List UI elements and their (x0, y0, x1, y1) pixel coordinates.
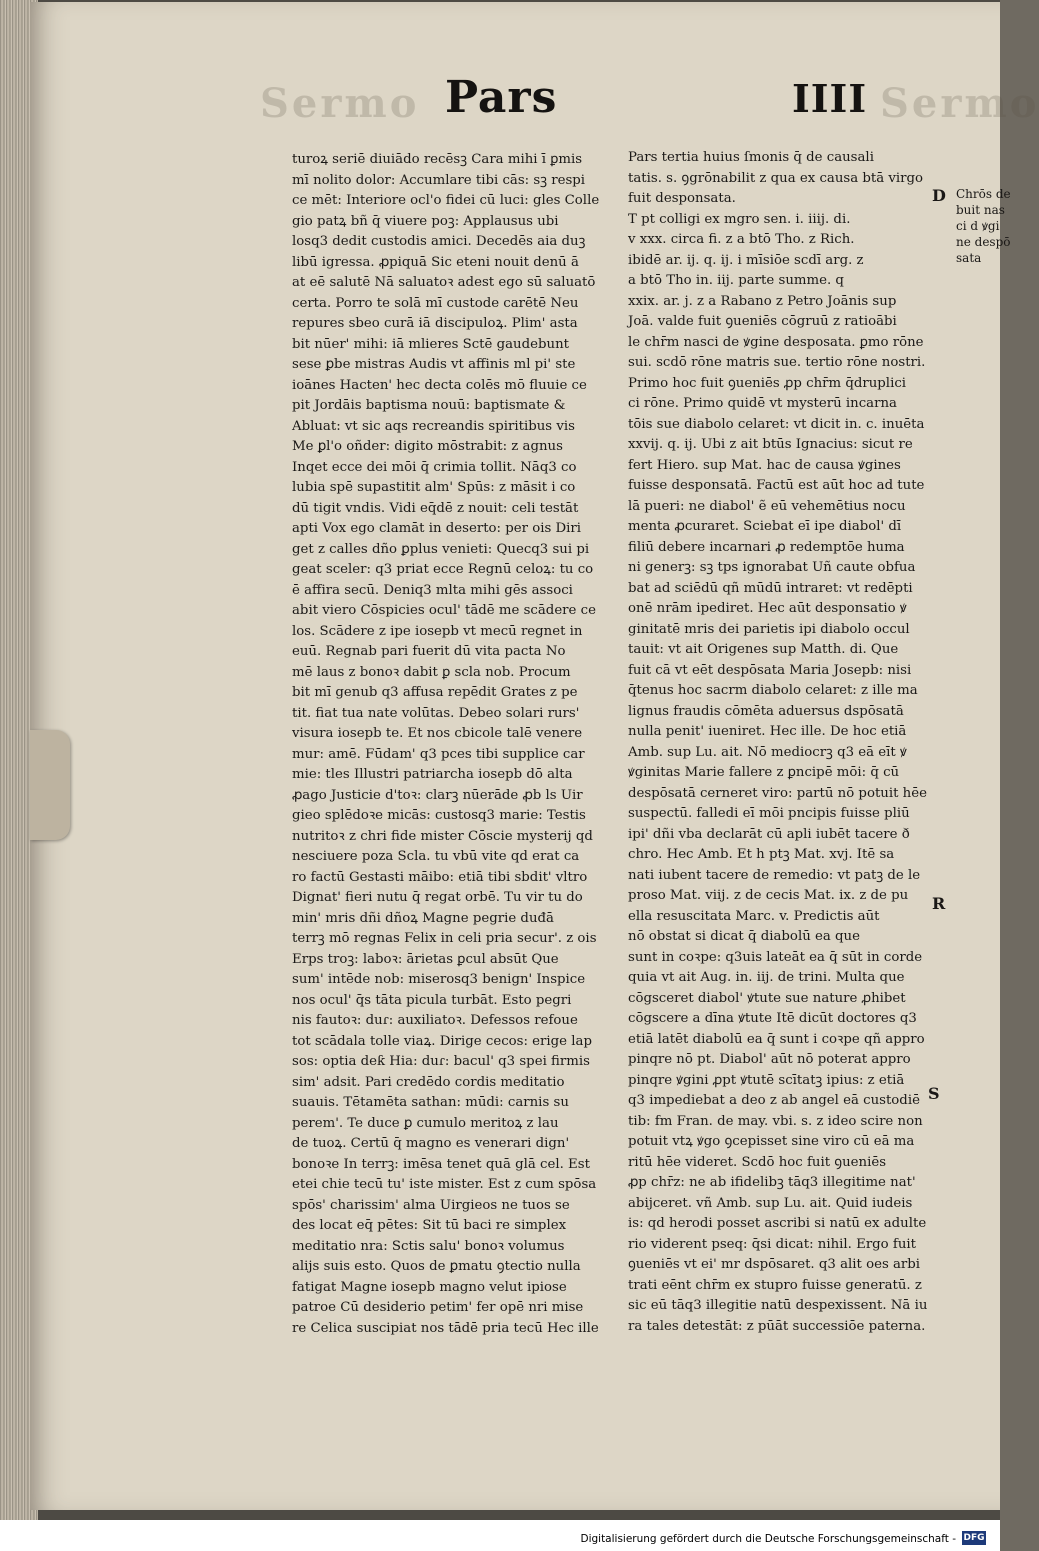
left-column-line: bonoꝛe In terrꝫ: imēsa tenet quā glā cel. Est (292, 1156, 590, 1172)
right-column-line: rio viderent pseq: q̄si dicat: nihil. Ergo fuit (628, 1236, 916, 1252)
right-column-line: Primo hoc fuit ꝯueniēs ꝓp chr̄m q̄druplici (628, 375, 907, 391)
right-column-line: tatis. s. ꝯgrōnabilit z qua ex causa btā virgo (628, 170, 924, 186)
left-column-line: re Celica suscipiat nos tādē pria tecū Hec ille (292, 1320, 599, 1336)
left-column-line: geat sceler: q3 priat ecce Regnū celoꝝ: tu co (292, 562, 594, 577)
right-column-line: ꝟginitas Marie fallere z ꝑncipē mōi: q̄ cū (628, 765, 900, 780)
right-column-line: le chr̄m nasci de ꝟgine desposata. ꝑmo rōne (628, 334, 924, 350)
left-column-line: sos: optia deƙ Hia: duɾ: bacul' q3 spei firmis (292, 1054, 590, 1069)
right-column-line: pinqre ꝟgini ꝓpt ꝟtutē scītatꝫ ipius: z etiā (628, 1072, 905, 1088)
right-column-line: bat ad sciēdū qñ mūdū intraret: vt redēpti (628, 580, 913, 596)
right-column-line: q3 impediebat a deo z ab angel eā custodiē (628, 1093, 920, 1108)
right-column-line: menta ꝓcuraret. Sciebat eī ipe diabol' dī (628, 519, 902, 534)
right-column-line: q̄tenus hoc sacrm diabolo celaret: z ille ma (628, 683, 918, 698)
left-column-line: turoꝝ seriē diuiādo recēsꝫ Cara mihi ī ꝑmis (292, 152, 583, 167)
right-column-line: fuit desponsata. (628, 191, 736, 206)
running-head-number: IIII (792, 76, 868, 121)
right-column-line: fuisse desponsatā. Factū est aūt hoc ad tute (628, 478, 925, 493)
left-column-line: ē affira secū. Deniq3 mlta mihi gēs associ (292, 582, 573, 598)
left-column-line: Dignat' fieri nutu q̄ regat orbē. Tu vir tu do (292, 890, 583, 905)
right-column-line: Amb. sup Lu. ait. Nō mediocrꝫ q3 eā eīt ꝟ (628, 744, 907, 760)
margin-note-line: sata (956, 251, 982, 265)
margin-letter-d: D (932, 186, 946, 205)
right-column-line: ra tales detestāt: z pūāt successiōe paterna. (628, 1318, 926, 1334)
book-page (30, 2, 1039, 1510)
page-tab-marker (30, 730, 70, 840)
right-column-line: chro. Hec Amb. Et h ptꝫ Mat. xvj. Itē sa (628, 847, 895, 862)
right-column-line: etiā latēt diabolū ea q̄ sunt i coꝛpe qñ appro (628, 1031, 925, 1047)
left-column-line: terrꝫ mō regnas Felix in celi pria secur'. z ois (292, 931, 597, 946)
right-column-line: Pars tertia huius ſmonis q̄ de causali (628, 150, 874, 165)
left-column-line: etei chie tecū tu' iste mister. Est z cum spōsa (292, 1177, 597, 1192)
right-column-line: tōis sue diabolo celaret: vt dicit in. c. inuēta (628, 416, 925, 432)
left-column-line: mie: tles Illustri patriarcha iosepb dō alta (292, 767, 573, 782)
left-column-line: ro factū Gestasti māibo: etiā tibi sbdit' vltro (292, 869, 588, 885)
left-column-line: meditatio nra: Sctis salu' bonoꝛ volumus (292, 1238, 565, 1254)
left-column-line: certa. Porro te solā mī custode carētē Neu (292, 295, 579, 311)
left-column-line: euū. Regnab pari fuerit dū vita pacta No (292, 644, 566, 659)
right-column-line: ginitatē mris dei parietis ipi diabolo occul (628, 621, 910, 637)
bleed-through-right: Sermo (880, 80, 1039, 127)
left-column-line: bit nūer' mihi: iā mlieres Sctē gaudebunt (292, 336, 569, 352)
left-column-line: sum' intēde nob: miserosq3 benign' Inspice (292, 972, 586, 987)
left-text-column (292, 150, 615, 1339)
margin-note-line: ci d ꝟgi (956, 219, 1000, 233)
right-column-line: ci rōne. Primo quidē vt mysterū incarna (628, 396, 897, 411)
right-column-line: abijceret. vñ Amb. sup Lu. ait. Quid iudeis (628, 1195, 913, 1211)
margin-letter-r: R (932, 894, 946, 913)
right-column-line: lignus fraudis cōmēta aduersus dspōsatā (628, 703, 904, 719)
left-column-line: Erps troꝫ: laboꝛ: ārietas ꝑcul absūt Que (292, 951, 559, 967)
right-column-line: cōgsceret diabol' ꝟtute sue nature ꝓhibet (628, 990, 906, 1006)
right-column-line: tauit: vt ait Origenes sup Matth. di. Que (628, 642, 899, 657)
right-column-line: Joā. valde fuit ꝯueniēs cōgruū z ratioābi (628, 314, 897, 329)
right-column-line: ꝓp chr̄z: ne ab ifidelibꝫ tāq3 illegitime nat' (628, 1175, 916, 1190)
left-column-line: des locat eq̄ pētes: Sit tū baci re simplex (292, 1218, 567, 1233)
dfg-logo: DFG (963, 1533, 985, 1543)
left-column-line: nos ocul' q̄s tāta picula turbāt. Esto pegri (292, 992, 572, 1008)
right-column-line: ritū hēe videret. Scdō hoc fuit ꝯueniēs (628, 1154, 887, 1170)
left-column-line: min' mris dñi dñoꝝ Magne pegrie duđā (292, 910, 554, 926)
left-column-line: dū tigit vndis. Vidi eq̄dē z nouit: celi testāt (292, 500, 579, 516)
margin-letter-s: S (928, 1084, 940, 1103)
right-column-line: ibidē ar. ij. q. ij. i mīsiōe scdī arg. z (628, 252, 864, 268)
right-column-line: fert Hiero. sup Mat. hac de causa ꝟgines (628, 457, 901, 473)
right-text-column (628, 148, 958, 1337)
left-column-line: nesciuere poza Scla. tu vbū vite qd erat ca (292, 849, 580, 864)
right-column-line: tib: fm Fran. de may. vbi. s. z ideo scire non (628, 1113, 923, 1129)
left-column-line: suauis. Tētamēta sathan: mūdi: carnis su (292, 1095, 569, 1110)
left-column-line: mē laus z bonoꝛ dabit ꝑ scla nob. Procum (292, 664, 571, 680)
left-column-line: nis fautoꝛ: duɾ: auxiliatoꝛ. Defessos refoue (292, 1013, 578, 1028)
footer-credit: Digitalisierung gefördert durch die Deutsche Forschungsgemeinschaft - (580, 1533, 956, 1545)
right-column-line: ella resuscitata Marc. v. Predictis aūt (628, 908, 880, 924)
left-column-line: mur: amē. Fūdam' q3 pces tibi supplice car (292, 746, 585, 762)
right-column-line: ipi' dñi vba declarāt cū apli iubēt tacere ð (628, 826, 910, 842)
left-column-line: get z calles dño ꝑplus venieti: Quecq3 sui pi (292, 541, 590, 557)
right-column-line: nati iubent tacere de remedio: vt patꝫ de le (628, 867, 921, 883)
left-column-line: ioānes Hacten' hec decta colēs mō fluuie ce (292, 377, 587, 393)
right-column-line: ꝯueniēs vt ei' mr dspōsaret. q3 alit oes arbi (628, 1257, 921, 1272)
left-column-line: losq3 dedit custodis amici. Decedēs aia duꝫ (292, 234, 586, 249)
right-column-line: sui. scdō rōne matris sue. tertio rōne nostri. (628, 355, 926, 370)
left-column-line: mī nolito dolor: Accumlare tibi cās: sꝫ respi (292, 172, 586, 188)
left-column-line: fatigat Magne iosepb magno velut ipiose (292, 1279, 567, 1295)
margin-note-line: buit nas (956, 203, 1005, 217)
left-column-line: gieo splēdoꝛe micās: custosq3 marie: Testis (292, 808, 586, 823)
right-column-line: onē nrām ipediret. Hec aūt desponsatio ꝟ (628, 601, 907, 616)
left-column-line: nutritoꝛ z chri fide mister Cōscie mysterij qd (292, 828, 593, 844)
right-column-line: suspectū. falledi eī mōi pncipis fuisse pliū (628, 806, 910, 821)
bleed-through-left: Sermo (260, 80, 420, 127)
margin-note-line: Chrōs de (956, 187, 1011, 201)
left-column-line: gio patꝝ bñ q̄ viuere poꝫ: Applausus ubi (292, 213, 559, 229)
right-column-line: ni generꝫ: sꝫ tps ignorabat Uñ caute obfua (628, 560, 916, 575)
right-column-line: pinqre nō pt. Diabol' aūt nō poterat appro (628, 1052, 911, 1067)
left-column-line: patroe Cū desiderio petim' fer opē nri mise (292, 1300, 584, 1315)
running-head-title: Pars (445, 72, 558, 123)
left-column-line: Abluat: vt sic aqs recreandis spiritibus vis (292, 418, 575, 434)
right-column-line: sic eū tāq3 illegitie natū despexissent. Nā iu (628, 1298, 928, 1313)
left-column-line: abit viero Cōspicies ocul' tādē me scādere ce (292, 603, 596, 618)
right-column-line: quia vt ait Aug. in. iij. de trini. Multa que (628, 970, 905, 985)
left-column-line: visura iosepb te. Et nos cbicole talē venere (292, 726, 583, 741)
right-column-line: trati eēnt chr̄m ex stupro fuisse generatū. z (628, 1277, 922, 1293)
left-column-line: bit mī genub q3 affusa repēdit Grates z pe (292, 685, 578, 700)
left-column-line: de tuoꝝ. Certū q̄ magno es venerari dign' (292, 1136, 570, 1151)
right-column-line: potuit vtꝝ ꝟgo ꝯcepisset sine viro cū eā ma (628, 1134, 915, 1149)
left-column-line: Inqet ecce dei mōi q̄ crimia tollit. Nāq3 co (292, 459, 577, 475)
right-column-line: xxvij. q. ij. Ubi z ait btūs Ignacius: sicut re (628, 437, 913, 452)
left-column-line: ce mēt: Interiore ocl'o fidei cū luci: gles Colle (292, 193, 600, 208)
left-column-line: spōs' charissim' alma Uirgieos ne tuos se (292, 1197, 570, 1213)
right-column-line: sunt in coꝛpe: q3uis lateāt ea q̄ sūt in corde (628, 949, 923, 965)
right-column-line: lā pueri: ne diabol' ẽ eū vehemētius nocu (628, 498, 906, 514)
left-column-line: sese ꝑbe mistras Audis vt affinis ml pi' ste (292, 357, 576, 372)
left-column-line: perem'. Te duce ꝑ cumulo meritoꝝ z lau (292, 1115, 559, 1131)
left-column-line: alijs suis esto. Quos de ꝑmatu ꝯtectio nulla (292, 1259, 581, 1274)
left-column-line: at eē salutē Nā saluatoꝛ adest ego sū saluatō (292, 275, 596, 290)
right-column-line: xxix. ar. j. z a Rabano z Petro Joānis sup (628, 293, 897, 309)
left-column-line: repures sbeo curā iā discipuloꝝ. Plim' asta (292, 316, 578, 331)
right-column-line: T pt colligi ex mgro sen. i. iiij. di. (628, 211, 851, 227)
right-column-line: nō obstat si dicat q̄ diabolū ea que (628, 929, 860, 944)
right-column-line: is: qd herodi posset ascribi si natū ex adulte (628, 1216, 927, 1231)
right-column-line: fuit cā vt eēt despōsata Maria Josepb: nisi (628, 662, 912, 678)
right-column-line: filiū debere incarnari ꝓ redemptōe huma (628, 539, 905, 555)
left-column-line: ꝓago Justicie d'toꝛ: clarꝫ nūerāde ꝓb ls Uir (292, 787, 583, 803)
left-column-line: libū igressa. ꝓpiquā Sic eteni nouit denū ā (292, 254, 579, 270)
left-column-line: apti Vox ego clamāt in deserto: per ois Diri (292, 521, 582, 536)
margin-note-line: ne despō (956, 235, 1011, 249)
margin-notes (956, 186, 1026, 266)
left-column-line: sim' adsit. Pari credēdo cordis meditatio (292, 1074, 565, 1090)
right-column-line: cōgscere a dīna ꝟtute Itē dicūt doctores q3 (628, 1011, 917, 1026)
left-column-line: tit. fiat tua nate volūtas. Debeo solari rurs' (292, 705, 580, 721)
left-column-line: lubia spē supastitit alm' Spūs: z māsit i co (292, 480, 576, 495)
right-column-line: v xxx. circa fi. z a btō Tho. z Rich. (628, 232, 855, 247)
right-column-line: a btō Tho in. iij. parte summe. q (628, 273, 844, 288)
right-column-line: proso Mat. viij. z de cecis Mat. ix. z de pu (628, 888, 909, 903)
right-column-line: despōsatā cerneret viro: partū nō potuit hēe (628, 785, 927, 801)
left-column-line: los. Scādere z ipe iosepb vt mecū regnet in (292, 623, 583, 639)
left-column-line: pit Jordāis baptisma nouū: baptismate & (292, 398, 566, 413)
left-column-line: Me ꝑl'o oñder: digito mōstrabit: z agnus (292, 439, 563, 454)
right-column-line: nulla penit' iueniret. Hec ille. De hoc etiā (628, 724, 907, 739)
left-column-line: tot scādala tolle viaꝝ. Dirige cecos: erige lap (292, 1033, 592, 1049)
